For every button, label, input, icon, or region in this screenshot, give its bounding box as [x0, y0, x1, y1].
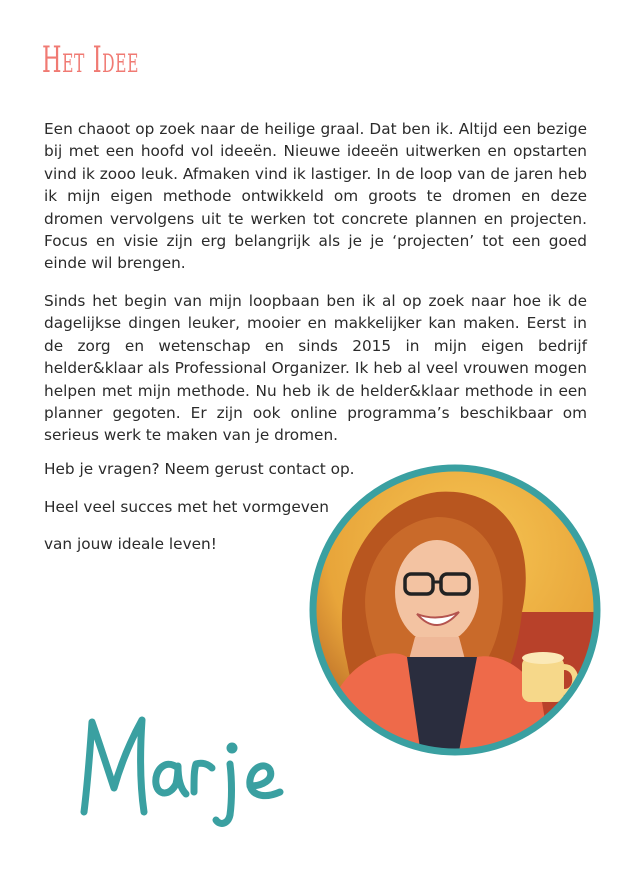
- page-title: Het Idee: [42, 40, 140, 81]
- portrait-photo: [307, 462, 603, 758]
- intro-paragraph: Een chaoot op zoek naar de heilige graal. Dat ben ik. Altijd een bezige bij met een hoofd vol ideeën. Nieuwe ideeën uitwerken en opstarten vind ik zooo leuk. Afmaken vind ik lastiger. In de loop van de jaren heb ik mijn eigen methode ontwikkeld om groots te dromen en deze dromen vervolgens uit te werken tot concrete plannen en projecten. Focus en visie zijn erg belangrijk als je je ‘projecten’ tot een goed einde wil brengen.: [44, 120, 587, 273]
- signature-marje: [70, 700, 300, 830]
- career-paragraph: Sinds het begin van mijn loopbaan ben ik al op zoek naar hoe ik de dagelijkse dingen leuker, mooier en makkelijker kan maken. Eerst in de zorg en wetenschap en sinds 2015 in mijn eigen bedrijf helder&klaar als Professional Organizer. Ik heb al veel vrouwen mogen helpen met mijn methode. Nu heb ik de helder&klaar methode in een planner gegoten. Er zijn ook online programma’s beschikbaar om serieus werk te maken van je dromen.: [44, 292, 587, 445]
- wish-line-2: van jouw ideale leven!: [44, 535, 217, 553]
- contact-line: Heb je vragen? Neem gerust contact op.: [44, 460, 355, 478]
- wish-line-1: Heel veel succes met het vormgeven: [44, 498, 329, 516]
